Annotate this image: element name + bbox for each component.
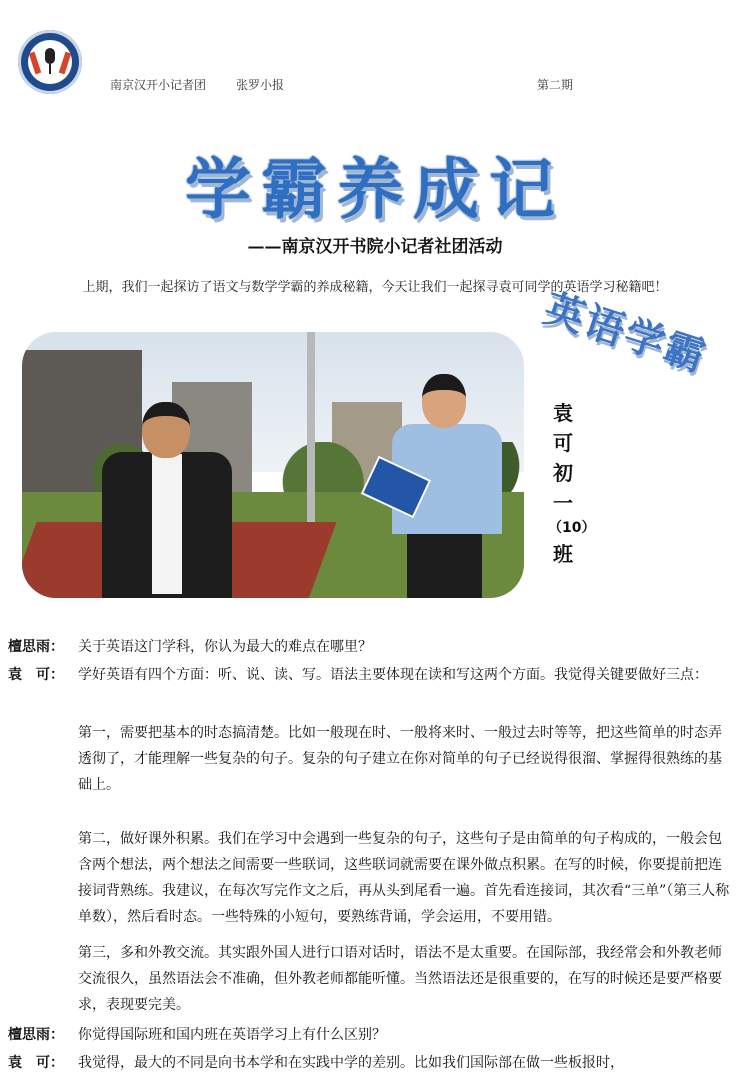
header-issue: 第二期	[537, 78, 574, 92]
answer-text: 我觉得，最大的不同是向书本学和在实践中学的差别。比如我们国际部在做一些板报时，	[78, 1055, 624, 1071]
speaker-label: 檀思雨：	[8, 639, 64, 655]
speaker-label: 袁 可：	[8, 667, 64, 683]
paragraph: 第三，多和外教交流。其实跟外国人进行口语对话时，语法不是太重要。在国际部，我经常会和外教老师交流很久，虽然语法会不准确，但外教老师都能听懂。当然语法还是很重要的，在写的时候还是要严格要求，表现要完美。	[78, 945, 722, 1013]
question-text: 你觉得国际班和国内班在英语学习上有什么区别？	[78, 1027, 386, 1043]
page-subtitle: ——南京汉开书院小记者社团活动	[247, 237, 503, 257]
club-logo	[18, 30, 82, 94]
header-org: 南京汉开小记者团	[110, 78, 207, 92]
vertical-char: 班	[553, 542, 573, 566]
question-text: 关于英语这门学科，你认为最大的难点在哪里？	[78, 639, 372, 655]
page-title: 学霸养成记	[185, 151, 565, 228]
speaker-label: 檀思雨：	[8, 1027, 64, 1043]
reporter-figure	[392, 374, 502, 598]
vertical-char: 可	[553, 431, 573, 455]
vertical-char: 初	[553, 461, 573, 485]
speaker-label: 袁 可：	[8, 1055, 64, 1071]
answer-text: 学好英语有四个方面：听、说、读、写。语法主要体现在读和写这两个方面。我觉得关键要做好三点：	[78, 667, 708, 683]
interview-photo	[22, 332, 524, 598]
student-figure	[102, 402, 232, 598]
vertical-char: （10）	[548, 520, 596, 536]
paragraph: 第二，做好课外积累。我们在学习中会遇到一些复杂的句子，这些句子是由简单的句子构成的，一般会包含两个想法，两个想法之间需要一些联词，这些联词就需要在课外做点积累。在写的时候，你要提前把连接词背熟练。我建议，在每次写完作文之后，再从头到尾看一遍。首先看连接词，其次看“三单”（第三人称单数），然后看时态。一些特殊的小短句，要熟练背诵，学会运用，不要用错。	[78, 831, 730, 925]
vertical-char: 一	[553, 491, 573, 515]
student-name-vertical	[548, 398, 596, 569]
microphone-icon	[45, 48, 55, 64]
header-paper: 张罗小报	[236, 78, 285, 92]
english-star-stamp: 英语学霸	[538, 285, 713, 382]
paragraph: 第一，需要把基本的时态搞清楚。比如一般现在时、一般将来时、一般过去时等等，把这些简单的时态弄透彻了，才能理解一些复杂的句子。复杂的句子建立在你对简单的句子已经说得很溜、掌握得很熟练的基础上。	[78, 725, 722, 793]
intro-text: 上期，我们一起探访了语文与数学学霸的养成秘籍，今天让我们一起探寻袁可同学的英语学习秘籍吧！	[82, 280, 668, 295]
vertical-char: 袁	[553, 401, 573, 425]
